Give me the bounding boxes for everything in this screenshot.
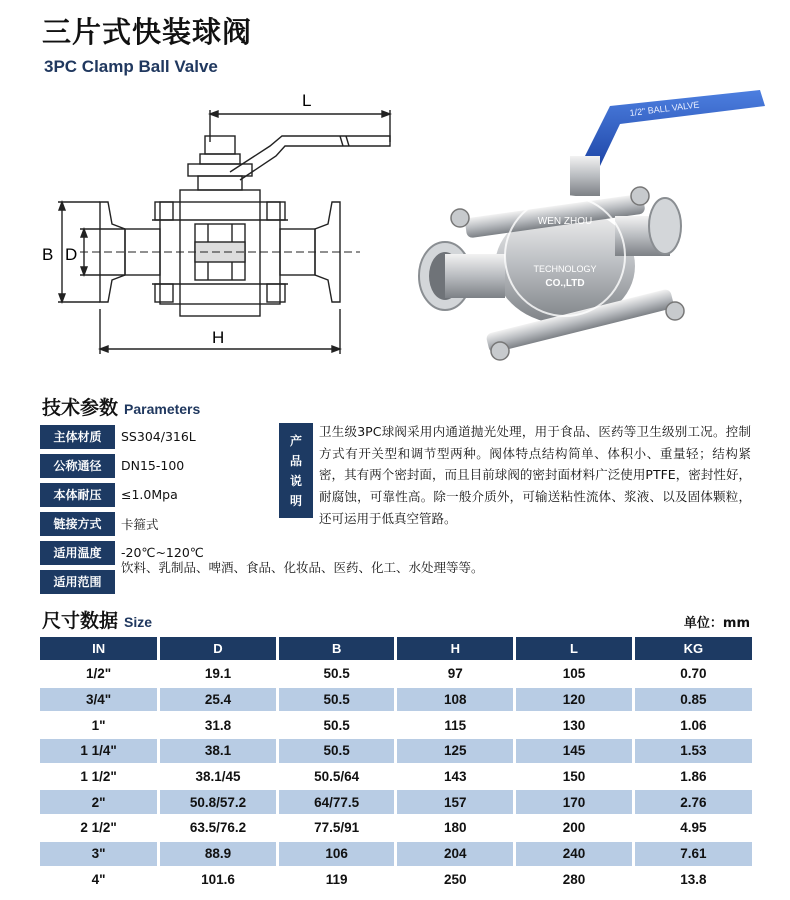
size-table-header (40, 637, 752, 661)
table-cell: 50.5/64 (277, 764, 396, 790)
watermark-line-1: WEN ZHOU (537, 216, 593, 227)
parameters-heading (42, 393, 200, 420)
table-cell: 125 (396, 738, 515, 764)
table-cell: 19.1 (159, 661, 278, 687)
param-value-application: 饮料、乳制品、啤酒、食品、化妆品、医药、化工、水处理等等。 (121, 560, 484, 575)
table-row (40, 841, 752, 867)
parameters-heading-en: Parameters (124, 401, 201, 417)
description-tag-char: 产 (289, 433, 302, 448)
table-cell: 106 (277, 841, 396, 867)
table-cell: 1 1/2" (40, 764, 159, 790)
page-title-cn: 三片式快装球阀 (42, 15, 253, 49)
table-row (40, 815, 752, 841)
table-row (40, 712, 752, 738)
table-cell: 1.53 (633, 738, 752, 764)
table-cell: 50.5 (277, 661, 396, 687)
valve-product-photo (405, 86, 775, 378)
parameters-heading-cn: 技术参数 (42, 397, 119, 419)
column-header: D (159, 637, 278, 661)
table-cell: 25.4 (159, 687, 278, 713)
handle-text: 1/2" BALL VALVE (629, 99, 700, 118)
param-key: 链接方式 (40, 512, 115, 536)
table-cell: 3/4" (40, 687, 159, 713)
unit-label: 单位：mm (683, 616, 750, 631)
param-row-pressure (40, 481, 276, 508)
description-tag (279, 423, 313, 518)
column-header: KG (633, 637, 752, 661)
valve-technical-drawing (40, 84, 405, 376)
param-row-diameter (40, 452, 276, 479)
param-key: 主体材质 (40, 425, 115, 449)
param-value: 卡箍式 (121, 516, 159, 532)
size-heading-en: Size (124, 614, 153, 630)
table-cell: 180 (396, 815, 515, 841)
table-cell: 2" (40, 789, 159, 815)
table-cell: 3" (40, 841, 159, 867)
table-cell: 119 (277, 867, 396, 892)
table-cell: 2 1/2" (40, 815, 159, 841)
page-title-en: 3PC Clamp Ball Valve (44, 57, 218, 76)
table-cell: 143 (396, 764, 515, 790)
dimension-label-l: L (302, 91, 312, 110)
table-cell: 50.5 (277, 738, 396, 764)
table-cell: 50.5 (277, 687, 396, 713)
watermark-line-3: CO.,LTD (545, 278, 585, 289)
dimension-label-d: D (65, 245, 78, 264)
table-row (40, 687, 752, 713)
table-cell: 150 (515, 764, 634, 790)
table-cell: 204 (396, 841, 515, 867)
table-cell: 77.5/91 (277, 815, 396, 841)
table-cell: 88.9 (159, 841, 278, 867)
table-cell: 7.61 (633, 841, 752, 867)
table-cell: 115 (396, 712, 515, 738)
param-value: -20℃~120℃ (121, 545, 204, 560)
param-key: 本体耐压 (40, 483, 115, 507)
table-cell: 170 (515, 789, 634, 815)
table-cell: 50.5 (277, 712, 396, 738)
table-cell: 157 (396, 789, 515, 815)
param-row-connection (40, 510, 276, 537)
watermark-line-2: TECHNOLOGY (533, 264, 597, 274)
table-row (40, 867, 752, 892)
table-cell: 0.85 (633, 687, 752, 713)
table-cell: 38.1 (159, 738, 278, 764)
table-cell: 13.8 (633, 867, 752, 892)
table-cell: 38.1/45 (159, 764, 278, 790)
table-cell: 108 (396, 687, 515, 713)
dimension-label-h: H (212, 328, 225, 347)
table-row (40, 661, 752, 687)
table-cell: 63.5/76.2 (159, 815, 278, 841)
table-cell: 250 (396, 867, 515, 892)
table-row (40, 789, 752, 815)
table-cell: 1.06 (633, 712, 752, 738)
product-description: 卫生级3PC球阀采用内通道抛光处理，用于食品、医药等卫生级别工况。控制方式有开关型和调节型两种。阀体特点结构简单、体积小、重量轻；结构紧密，其有两个密封面，而且目前球阀的密封面材料广泛使用PTFE，密封性好，耐腐蚀，可靠性高。除一般介质外，可输送粘性流体、浆液、以及固体颗粒，还可运用于低真空管路。 (319, 424, 751, 526)
size-heading (42, 606, 152, 633)
size-table (40, 637, 752, 891)
table-cell: 0.70 (633, 661, 752, 687)
description-tag-char: 明 (289, 493, 302, 508)
table-cell: 101.6 (159, 867, 278, 892)
column-header: H (396, 637, 515, 661)
param-value: DN15-100 (121, 458, 185, 473)
table-cell: 1" (40, 712, 159, 738)
param-key: 公称通径 (40, 454, 115, 478)
table-cell: 31.8 (159, 712, 278, 738)
table-cell: 145 (515, 738, 634, 764)
table-row (40, 764, 752, 790)
table-cell: 130 (515, 712, 634, 738)
table-cell: 2.76 (633, 789, 752, 815)
table-cell: 200 (515, 815, 634, 841)
size-heading-cn: 尺寸数据 (42, 610, 119, 632)
table-cell: 1.86 (633, 764, 752, 790)
table-cell: 240 (515, 841, 634, 867)
table-cell: 50.8/57.2 (159, 789, 278, 815)
param-value: SS304/316L (121, 429, 196, 444)
param-row-material (40, 423, 276, 450)
param-key: 适用范围 (40, 570, 115, 594)
description-tag-char: 品 (289, 453, 302, 468)
column-header: B (277, 637, 396, 661)
param-key: 适用温度 (40, 541, 115, 565)
table-cell: 64/77.5 (277, 789, 396, 815)
dimension-label-b: B (42, 245, 54, 264)
table-cell: 4" (40, 867, 159, 892)
table-cell: 105 (515, 661, 634, 687)
table-cell: 280 (515, 867, 634, 892)
description-tag-char: 说 (289, 473, 302, 488)
table-cell: 120 (515, 687, 634, 713)
table-cell: 4.95 (633, 815, 752, 841)
table-row (40, 738, 752, 764)
column-header: IN (40, 637, 159, 661)
table-cell: 1/2" (40, 661, 159, 687)
table-cell: 97 (396, 661, 515, 687)
column-header: L (515, 637, 634, 661)
table-cell: 1 1/4" (40, 738, 159, 764)
param-value: ≤1.0Mpa (121, 487, 178, 502)
